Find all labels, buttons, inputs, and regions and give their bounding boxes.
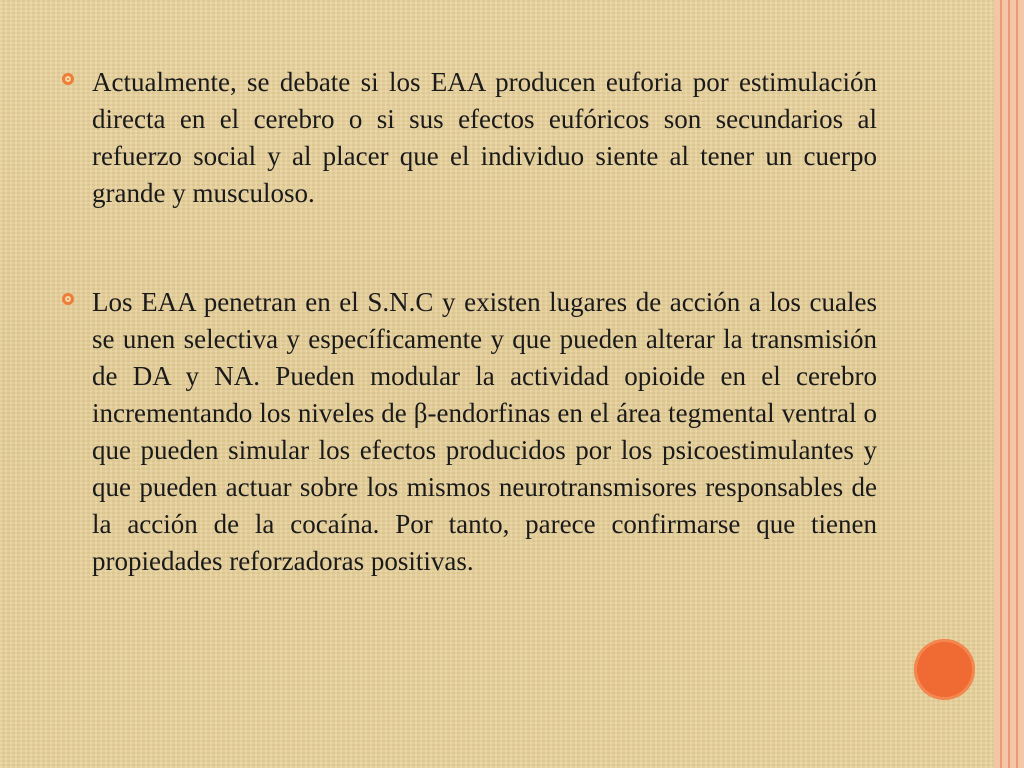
bullet-item bbox=[62, 64, 877, 212]
orange-circle-icon bbox=[914, 639, 975, 700]
slide-content bbox=[62, 64, 877, 652]
ring-bullet-icon bbox=[62, 73, 74, 85]
bullet-text: Actualmente, se debate si los EAA producen euforia por estimulación directa en el cerebro o si sus efectos eufóricos son secundarios al refuerzo social y al placer que el individuo siente al tener un cuerpo grande y musculoso. bbox=[92, 67, 877, 208]
ring-bullet-icon bbox=[62, 293, 74, 305]
border-stripe bbox=[1008, 0, 1010, 768]
border-stripe bbox=[1000, 0, 1002, 768]
bullet-text: Los EAA penetran en el S.N.C y existen lugares de acción a los cuales se unen selectiva y específicamente y que pueden alterar la transmisión de DA y NA. Pueden modular la actividad opioide en el cerebro incrementando los niveles de β-endorfinas en el área tegmental ventral o que pueden simular los efectos producidos por los psicoestimulantes y que pueden actuar sobre los mismos neurotransmisores responsables de la acción de la cocaína. Por tanto, parece confirmarse que tienen propiedades reforzadoras positivas. bbox=[92, 287, 877, 576]
bullet-item bbox=[62, 284, 877, 580]
border-stripe bbox=[1016, 0, 1018, 768]
decorative-right-border bbox=[994, 0, 1024, 768]
